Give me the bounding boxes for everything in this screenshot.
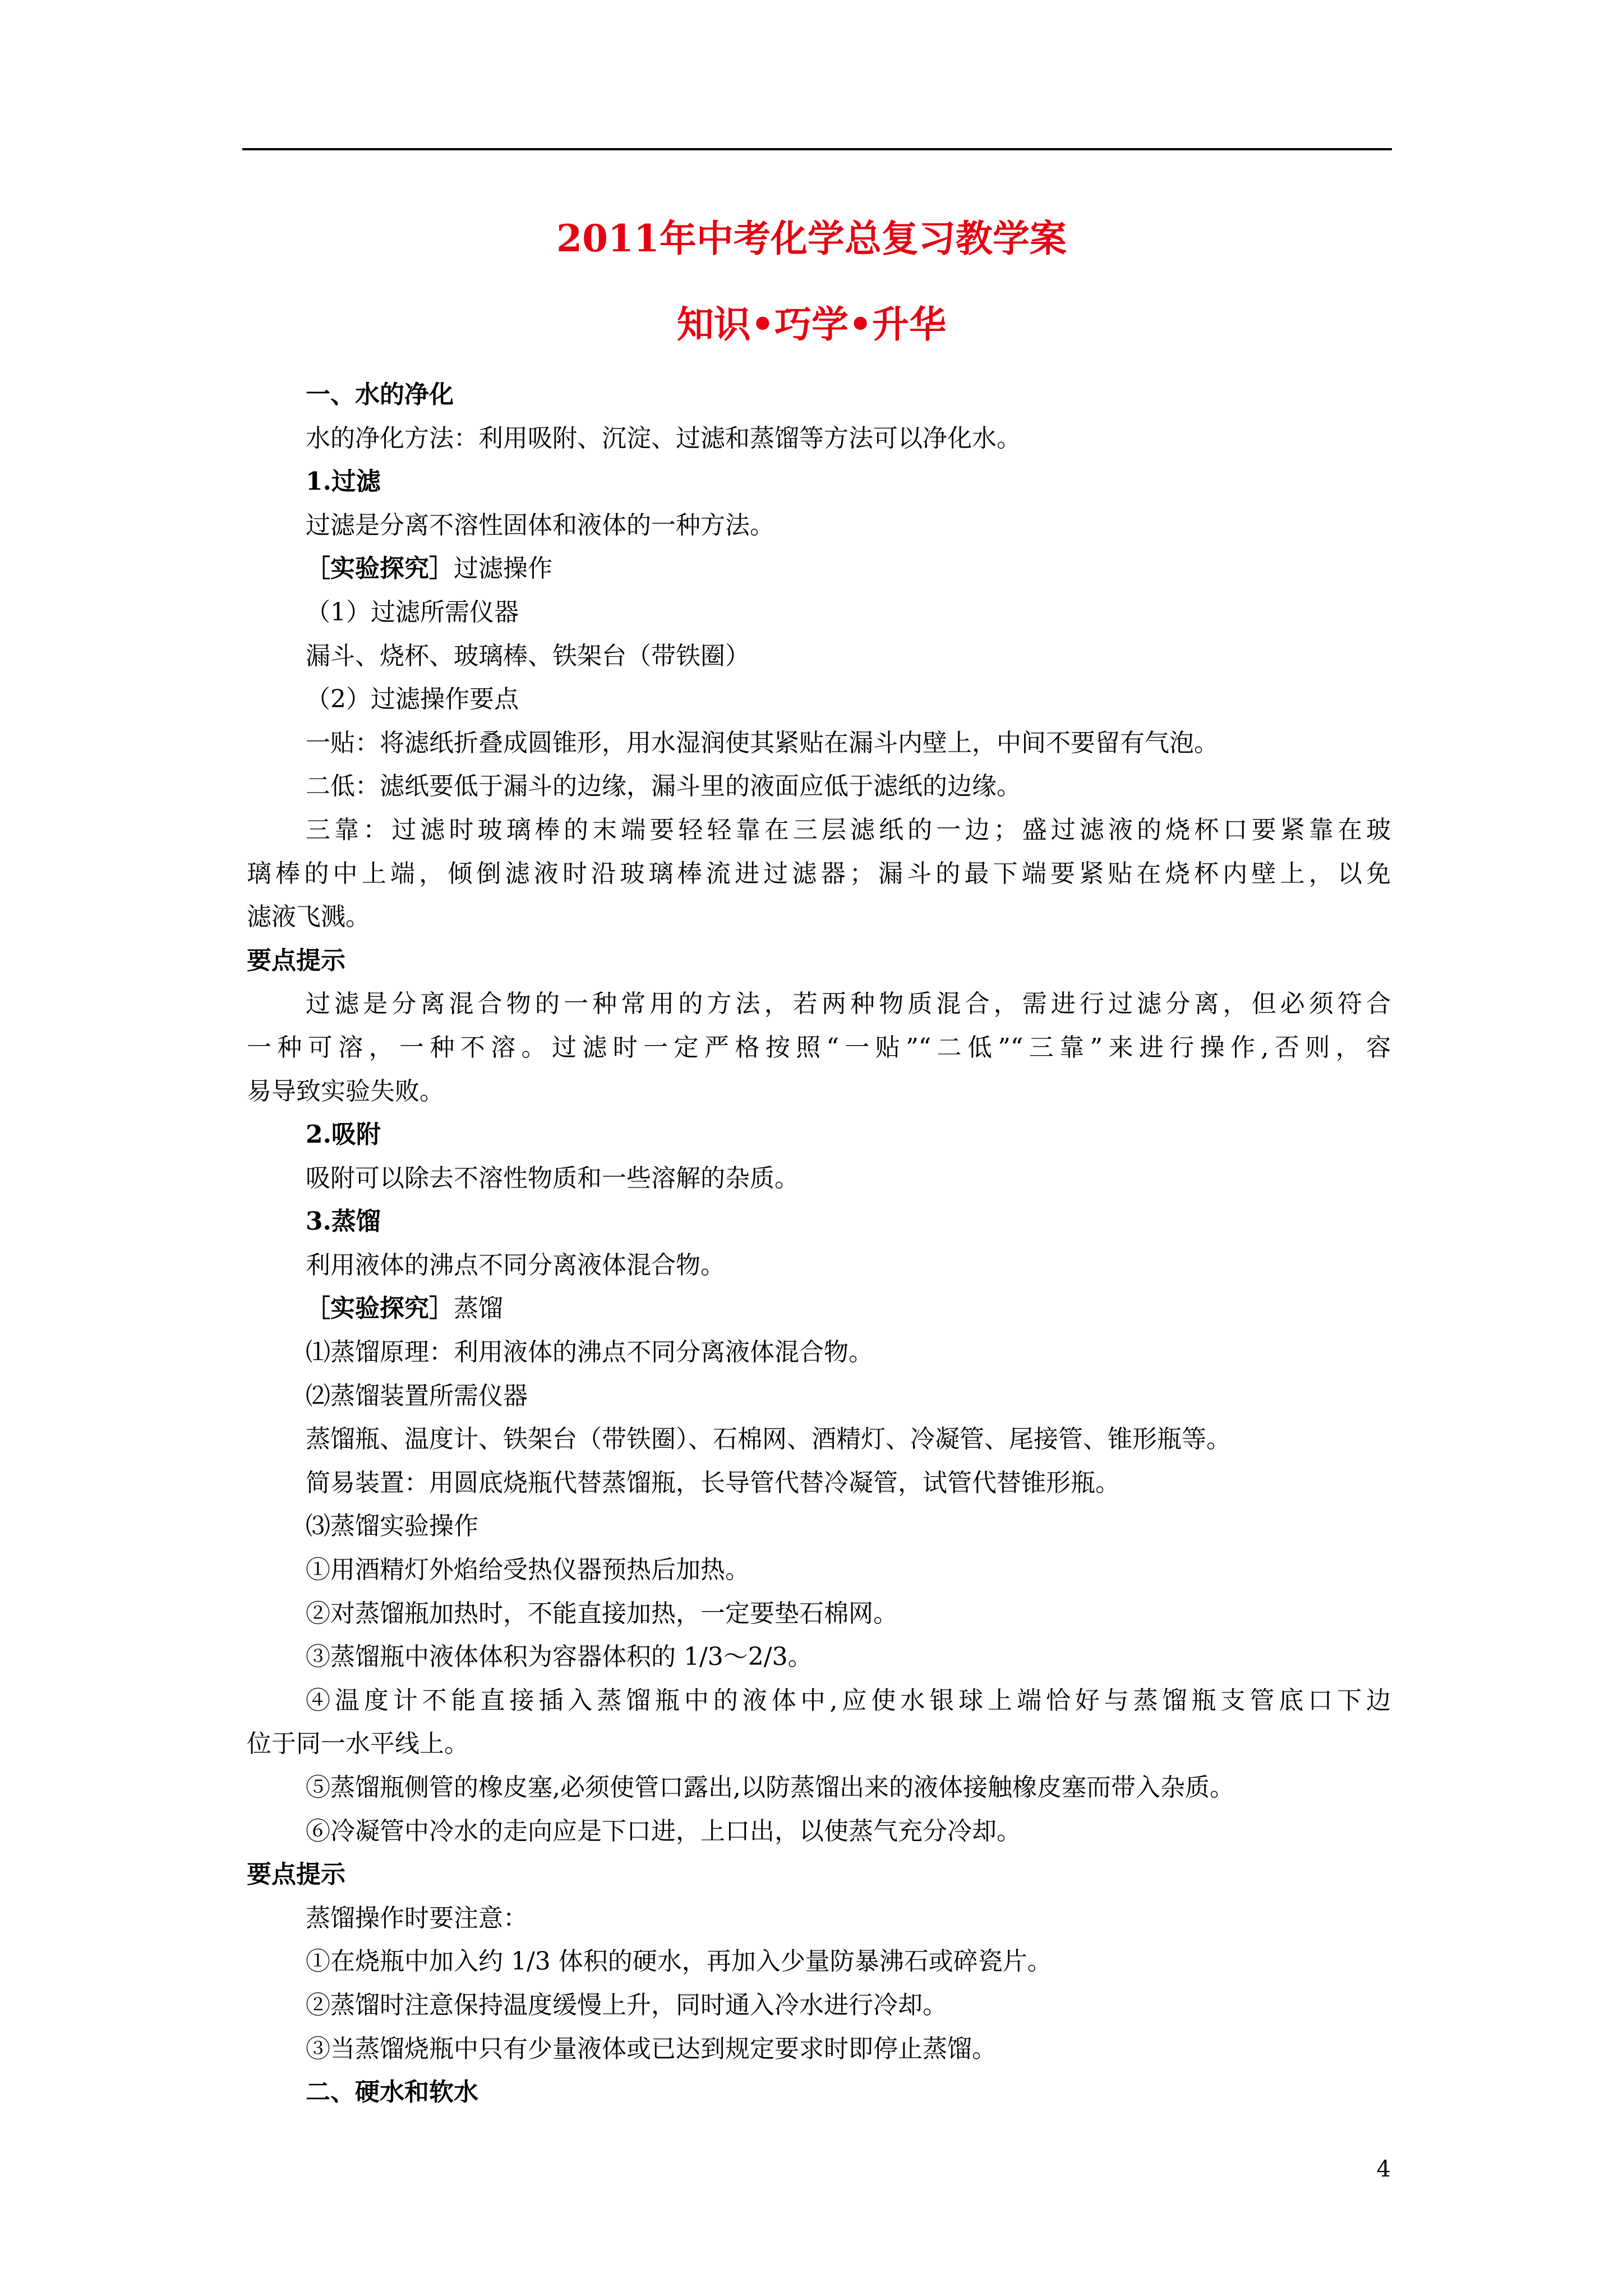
list-item: ①在烧瓶中加入约 1/3 体积的硬水，再加入少量防暴沸石或碎瓷片。 [306,1947,1052,1976]
paragraph: （2）过滤操作要点 [306,685,519,714]
experiment-topic: 过滤操作 [454,554,552,583]
document-body [247,373,1391,2114]
list-item: ②蒸馏时注意保持温度缓慢上升，同时通入冷水进行冷却。 [306,1990,947,2019]
experiment-topic: 蒸馏 [454,1294,503,1323]
paragraph: 璃棒的中上端，倾倒滤液时沿玻璃棒流进过滤器；漏斗的最下端要紧贴在烧杯内壁上，以免 [247,859,1391,888]
paragraph: 易导致实验失败。 [247,1076,444,1106]
document-subtitle: 知识•巧学•升华 [676,302,947,346]
paragraph: 三靠：过滤时玻璃棒的末端要轻轻靠在三层滤纸的一边；盛过滤液的烧杯口要紧靠在玻 [306,815,1391,844]
list-item: ③蒸馏瓶中液体体积为容器体积的 1/3～2/3。 [306,1642,813,1672]
paragraph: 滤液飞溅。 [247,903,370,932]
paragraph: 漏斗、烧杯、玻璃棒、铁架台（带铁圈） [306,641,750,670]
experiment-line [247,1287,1391,1331]
experiment-label: ［实验探究］ [306,1294,454,1323]
paragraph: 利用液体的沸点不同分离液体混合物。 [306,1250,725,1280]
paragraph: 过滤是分离不溶性固体和液体的一种方法。 [306,510,774,540]
paragraph: 简易装置：用圆底烧瓶代替蒸馏瓶，长导管代替冷凝管，试管代替锥形瓶。 [306,1468,1120,1497]
paragraph: 一种可溶，一种不溶。过滤时一定严格按照“一贴”“二低”“三靠”来进行操作,否则，容 [247,1033,1391,1062]
paragraph: （1）过滤所需仪器 [306,597,519,627]
key-points-heading: 要点提示 [247,1860,345,1889]
list-item: ①用酒精灯外焰给受热仪器预热后加热。 [306,1556,750,1585]
paragraph: 过滤是分离混合物的一种常用的方法，若两种物质混合，需进行过滤分离，但必须符合 [306,990,1391,1019]
list-item-continuation: 位于同一水平线上。 [247,1729,469,1759]
list-item: ⑥冷凝管中冷水的走向应是下口进，上口出，以使蒸气充分冷却。 [306,1816,1021,1846]
paragraph: 水的净化方法：利用吸附、沉淀、过滤和蒸馏等方法可以净化水。 [306,424,1021,453]
paragraph: 吸附可以除去不溶性物质和一些溶解的杂质。 [306,1163,799,1193]
subsection-heading-filtration: 1.过滤 [306,467,381,496]
list-item: ④温度计不能直接插入蒸馏瓶中的液体中,应使水银球上端恰好与蒸馏瓶支管底口下边 [306,1686,1391,1715]
paragraph: ⑶蒸馏实验操作 [306,1512,478,1541]
page-number: 4 [1376,2156,1391,2182]
list-item: ⑤蒸馏瓶侧管的橡皮塞,必须使管口露出,以防蒸馏出来的液体接触橡皮塞而带入杂质。 [306,1773,1234,1802]
key-points-heading: 要点提示 [247,946,345,975]
experiment-label: ［实验探究］ [306,554,454,583]
experiment-line [247,547,1391,591]
paragraph: ⑴蒸馏原理：利用液体的沸点不同分离液体混合物。 [306,1338,873,1367]
subsection-heading-distillation: 3.蒸馏 [306,1207,381,1236]
paragraph: 二低：滤纸要低于漏斗的边缘，漏斗里的液面应低于滤纸的边缘。 [306,772,1021,801]
paragraph: 一贴：将滤纸折叠成圆锥形，用水湿润使其紧贴在漏斗内壁上，中间不要留有气泡。 [306,728,1219,757]
paragraph: ⑵蒸馏装置所需仪器 [306,1381,528,1410]
section-heading-hard-soft-water: 二、硬水和软水 [306,2078,478,2107]
paragraph: 蒸馏操作时要注意： [306,1903,528,1932]
section-heading-water-purification: 一、水的净化 [306,380,454,409]
document-title: 2011年中考化学总复习教学案 [556,217,1067,260]
subsection-heading-adsorption: 2.吸附 [306,1120,381,1149]
list-item: ②对蒸馏瓶加热时，不能直接加热，一定要垫石棉网。 [306,1599,898,1628]
paragraph: 蒸馏瓶、温度计、铁架台（带铁圈）、石棉网、酒精灯、冷凝管、尾接管、锥形瓶等。 [306,1425,1231,1454]
list-item: ③当蒸馏烧瓶中只有少量液体或已达到规定要求时即停止蒸馏。 [306,2034,997,2063]
header-rule [242,148,1392,150]
